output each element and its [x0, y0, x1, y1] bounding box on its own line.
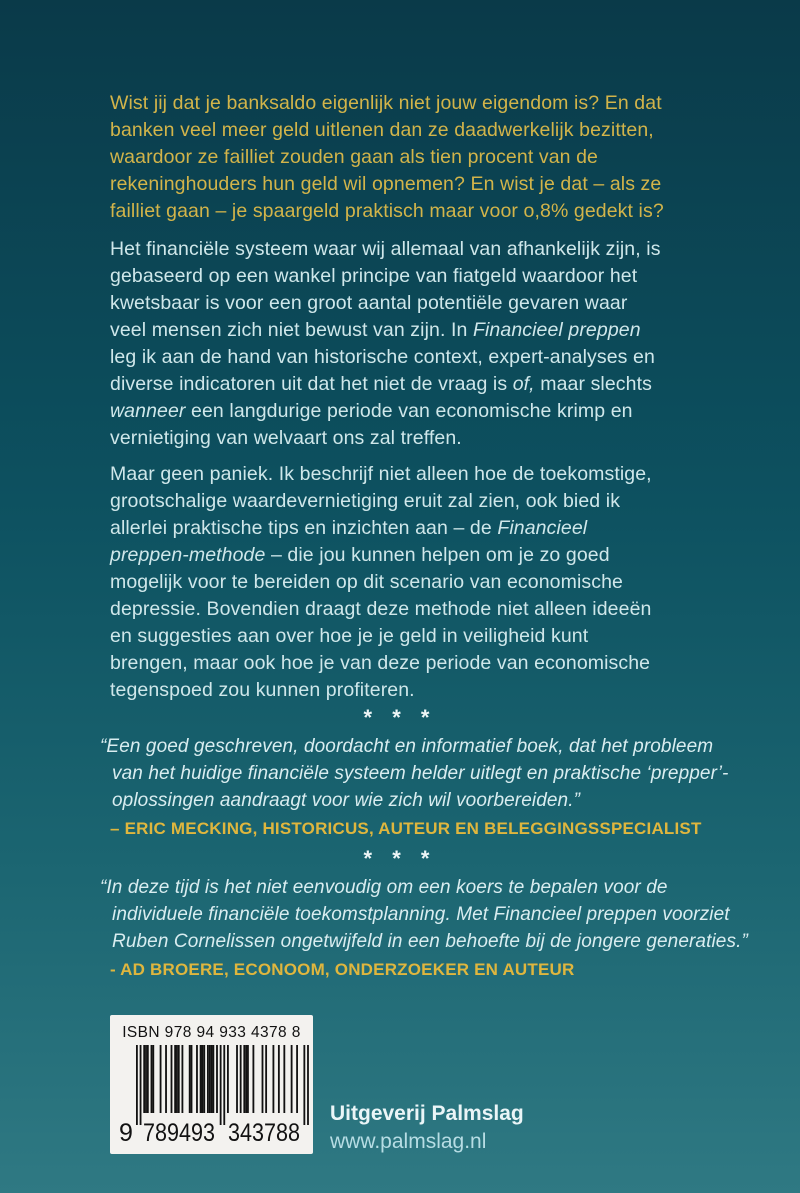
- publisher-name: Uitgeverij Palmslag: [330, 1102, 524, 1125]
- stars-separator: * * *: [363, 705, 437, 730]
- review-quote-1: “Een goed geschreven, doordacht en informatief boek, dat het probleem van het huidige financiële systeem helder uitlegt en praktische ‘prepper’- oplossingen aandraagt voor wie zich wil voorbereiden.”: [100, 736, 729, 811]
- review-quote-2: “In deze tijd is het niet eenvoudig om een koers te bepalen voor de individuele financiële toekomstplanning. Met Financieel preppen voorziet Ruben Cornelissen ongetwijfeld in een behoefte bij de jongere generaties.”: [100, 877, 748, 952]
- review-attribution-1: – ERIC MECKING, HISTORICUS, AUTEUR EN BELEGGINGSSPECIALIST: [110, 819, 702, 838]
- isbn-label: ISBN 978 94 933 4378 8: [122, 1024, 301, 1041]
- intro-paragraph: Wist jij dat je banksaldo eigenlijk niet jouw eigendom is? En dat banken veel meer geld uitlenen dan ze daadwerkelijk bezitten, waardoor ze failliet zouden gaan als tien procent van de rekeninghouders hun geld wil opnemen? En wist je dat – als ze failliet gaan – je spaargeld praktisch maar voor o,8% gedekt is?: [110, 92, 664, 222]
- publisher-website: www.palmslag.nl: [330, 1130, 487, 1153]
- body-paragraph-2: Maar geen paniek. Ik beschrijf niet alleen hoe de toekomstige, grootschalige waardevernietiging eruit zal zien, ook bied ik allerlei praktische tips en inzichten aan – de Financieel preppen-methode – die jou kunnen helpen om je zo goed mogelijk voor te bereiden op dit scenario van economische depressie. Bovendien draagt deze methode niet alleen ideeën en suggesties aan over hoe je je geld in veiligheid kunt brengen, maar ook hoe je van deze periode van economische tegenspoed zou kunnen profiteren.: [110, 463, 652, 701]
- ean13-barcode: [114, 1045, 309, 1145]
- svg-text:343788: 343788: [228, 1119, 300, 1145]
- publisher-block: [330, 1100, 524, 1156]
- svg-text:789493: 789493: [143, 1119, 215, 1145]
- svg-text:9: 9: [119, 1119, 133, 1145]
- body-paragraph-1: Het financiële systeem waar wij allemaal van afhankelijk zijn, is gebaseerd op een wankel principe van fiatgeld waardoor het kwetsbaar is voor een groot aantal potentiële gevaren waar veel mensen zich niet bewust van zijn. In Financieel preppen leg ik aan de hand van historische context, expert-analyses en diverse indicatoren uit dat het niet de vraag is of, maar slechts wanneer een langdurige periode van economische krimp en vernietiging van welvaart ons zal treffen.: [110, 238, 661, 449]
- review-attribution-2: - AD BROERE, ECONOOM, ONDERZOEKER EN AUTEUR: [110, 960, 575, 979]
- isbn-box: [110, 1015, 313, 1154]
- stars-separator: * * *: [363, 846, 437, 871]
